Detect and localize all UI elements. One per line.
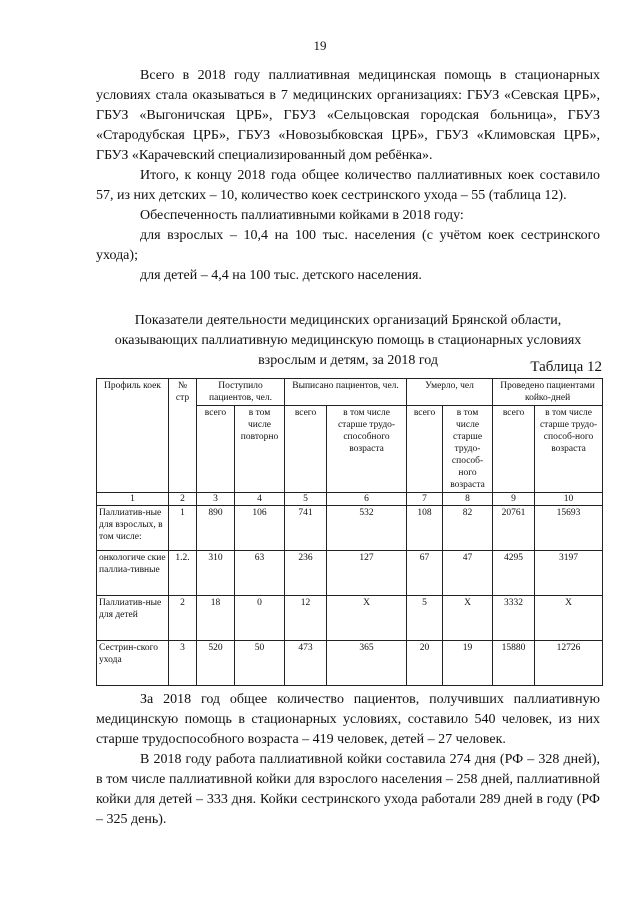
row-profile: Сестрин-ского ухода (97, 641, 169, 686)
table-row (97, 506, 603, 551)
cell-bed-days-total: 3332 (493, 596, 535, 641)
header-row-number: № стр (169, 379, 197, 493)
cell-admitted-total: 310 (197, 551, 235, 596)
table-row (97, 641, 603, 686)
table-title-line: оказывающих паллиативную медицинскую помощь в стационарных условиях (114, 333, 582, 348)
column-number: 9 (493, 493, 535, 506)
subheader-elderly: в том числе старше трудо-способного возраста (327, 406, 407, 493)
cell-bed-days-total: 15880 (493, 641, 535, 686)
intro-paragraph-bed-supply: Обеспеченность паллиативными койками в 2018 году: (140, 208, 464, 223)
intro-paragraph-bed-count: Итого, к концу 2018 года общее количество паллиативных коек составило 57, из них детских – 10, количество коек сестринского ухода – 55 (таблица 12). (96, 168, 600, 203)
cell-admitted-total: 520 (197, 641, 235, 686)
table-title-line: Показатели деятельности медицинских организаций Брянской области, (134, 313, 562, 328)
intro-paragraph-adults: для взрослых – 10,4 на 100 тыс. населения (с учётом коек сестринского ухода); (96, 228, 600, 263)
table-title-line: взрослым и детям, за 2018 год (258, 353, 438, 368)
column-number: 3 (197, 493, 235, 506)
subheader-total: всего (493, 406, 535, 493)
cell-discharged-elderly: Х (327, 596, 407, 641)
cell-admitted-total: 890 (197, 506, 235, 551)
row-profile: Паллиатив-ные для детей (97, 596, 169, 641)
cell-died-elderly: 47 (443, 551, 493, 596)
cell-bed-days-elderly: Х (535, 596, 603, 641)
table-title (96, 311, 600, 371)
column-number: 1 (97, 493, 169, 506)
cell-discharged-total: 236 (285, 551, 327, 596)
header-died: Умерло, чел (407, 379, 493, 406)
cell-died-total: 5 (407, 596, 443, 641)
cell-admitted-total: 18 (197, 596, 235, 641)
cell-bed-days-total: 20761 (493, 506, 535, 551)
cell-discharged-total: 12 (285, 596, 327, 641)
row-profile: Паллиатив-ные для взрослых, в том числе: (97, 506, 169, 551)
cell-died-elderly: 82 (443, 506, 493, 551)
table-label: Таблица 12 (530, 359, 602, 375)
column-number: 6 (327, 493, 407, 506)
page-number: 19 (313, 38, 327, 53)
cell-discharged-elderly: 127 (327, 551, 407, 596)
row-profile: онкологиче ские паллиа-тивные (97, 551, 169, 596)
cell-bed-days-elderly: 3197 (535, 551, 603, 596)
subheader-total: всего (285, 406, 327, 493)
header-discharged: Выписано пациентов, чел. (285, 379, 407, 406)
header-profile: Профиль коек (97, 379, 169, 493)
cell-died-total: 108 (407, 506, 443, 551)
column-number: 2 (169, 493, 197, 506)
cell-admitted-repeat: 106 (235, 506, 285, 551)
intro-paragraph-children: для детей – 4,4 на 100 тыс. детского населения. (140, 268, 422, 283)
intro-text (96, 66, 600, 286)
intro-paragraph-organizations: Всего в 2018 году паллиативная медицинская помощь в стационарных условиях стала оказываться в 7 медицинских организациях: ГБУЗ «Севская ЦРБ», ГБУЗ «Выгоничская ЦРБ», ГБУЗ «Сельцовская городская больница», ГБУЗ «Стародубская ЦРБ», ГБУЗ «Новозыбковская ЦРБ», ГБУЗ «Климовская ЦРБ», ГБУЗ «Карачевский специализированный дом ребёнка». (96, 68, 600, 163)
cell-died-total: 67 (407, 551, 443, 596)
table-header-row (97, 379, 603, 406)
cell-bed-days-elderly: 12726 (535, 641, 603, 686)
cell-admitted-repeat: 0 (235, 596, 285, 641)
cell-admitted-repeat: 50 (235, 641, 285, 686)
row-number: 1 (169, 506, 197, 551)
header-admitted: Поступило пациентов, чел. (197, 379, 285, 406)
cell-died-elderly: Х (443, 596, 493, 641)
cell-discharged-total: 473 (285, 641, 327, 686)
subheader-elderly: в том числе старше трудо-способ-ного возраста (443, 406, 493, 493)
row-number: 3 (169, 641, 197, 686)
cell-bed-days-total: 4295 (493, 551, 535, 596)
column-number: 4 (235, 493, 285, 506)
subheader-elderly: в том числе старше трудо-способ-ного возраста (535, 406, 603, 493)
column-number-row (97, 493, 603, 506)
cell-admitted-repeat: 63 (235, 551, 285, 596)
column-number: 7 (407, 493, 443, 506)
cell-discharged-elderly: 365 (327, 641, 407, 686)
outro-text (96, 690, 600, 830)
cell-discharged-total: 741 (285, 506, 327, 551)
table-row (97, 551, 603, 596)
cell-discharged-elderly: 532 (327, 506, 407, 551)
cell-died-total: 20 (407, 641, 443, 686)
column-number: 5 (285, 493, 327, 506)
subheader-total: всего (407, 406, 443, 493)
outro-paragraph-patients: За 2018 год общее количество пациентов, получивших паллиативную медицинскую помощь в стационарных условиях, составило 540 человек, из них старше трудоспособного возраста – 419 человек, детей – 27 человек. (96, 692, 600, 747)
outro-paragraph-bed-work: В 2018 году работа паллиативной койки составила 274 дня (РФ – 328 дней), в том числе паллиативной койки для взрослого населения – 258 дней, паллиативной койки для детей – 333 дня. Койки сестринского ухода работали 289 дней в году (РФ – 325 день). (96, 752, 600, 827)
table-row (97, 596, 603, 641)
column-number: 10 (535, 493, 603, 506)
row-number: 2 (169, 596, 197, 641)
palliative-care-table (96, 378, 603, 686)
row-number: 1.2. (169, 551, 197, 596)
cell-died-elderly: 19 (443, 641, 493, 686)
cell-bed-days-elderly: 15693 (535, 506, 603, 551)
subheader-total: всего (197, 406, 235, 493)
subheader-repeat: в том числе повторно (235, 406, 285, 493)
column-number: 8 (443, 493, 493, 506)
header-bed-days: Проведено пациентами койко-дней (493, 379, 603, 406)
